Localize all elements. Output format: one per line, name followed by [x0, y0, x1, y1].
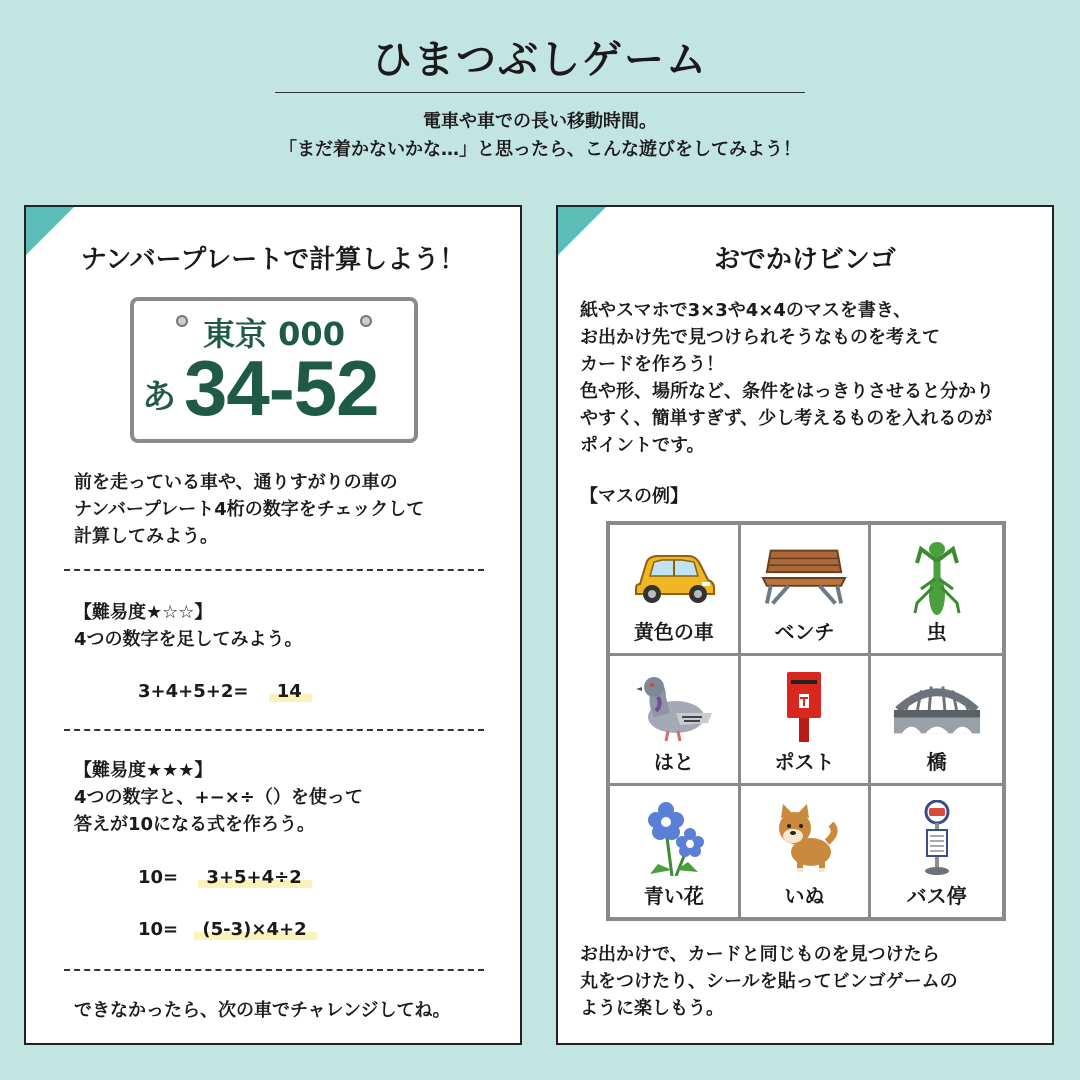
bingo-outro [580, 941, 958, 1022]
bingo-cell [741, 656, 872, 787]
page-title: ひまつぶしゲーム [372, 37, 708, 83]
outro-line: お出かけで、カードと同じものを見つけたら [580, 944, 940, 965]
cell-label: ベンチ [774, 619, 835, 644]
title-divider [275, 92, 805, 93]
card-title: おでかけビンゴ [714, 245, 896, 275]
intro-line: 計算してみよう。 [74, 526, 218, 547]
number-plate-card [24, 205, 522, 1045]
hard-example-2 [138, 919, 317, 940]
hard-instruction: 4つの数字と、+−×÷（）を使って [74, 787, 363, 808]
easy-section [74, 599, 303, 653]
card-title: ナンバープレートで計算しよう！ [80, 245, 466, 275]
hard-heading: 【難易度★★★】 [74, 760, 213, 781]
cell-label: 橋 [926, 750, 947, 775]
bingo-cell [741, 525, 872, 656]
formula-lhs: 10= [138, 867, 179, 888]
cell-label: 黄色の車 [633, 619, 714, 644]
formula-lhs: 10= [138, 919, 179, 940]
intro-line: やすく、簡単すぎず、少し考えるものを入れるのが [580, 408, 993, 429]
bingo-grid [606, 521, 1006, 921]
footer-text: できなかったら、次の車でチャレンジしてね。 [74, 1000, 451, 1021]
intro-line: ポイントです。 [580, 435, 705, 456]
bus-stop-icon [892, 802, 982, 874]
cell-label: バス停 [906, 884, 967, 908]
dashed-divider [64, 569, 484, 571]
cell-label: 虫 [926, 619, 947, 644]
bingo-cell [610, 525, 741, 656]
bingo-card [556, 205, 1054, 1045]
intro-line: 前を走っている車や、通りすがりの車の [74, 472, 398, 493]
intro-line: お出かけ先で見つけられそうなものを考えて [580, 327, 940, 348]
mailbox-icon [759, 672, 849, 744]
example-heading: 【マスの例】 [580, 486, 688, 507]
bingo-cell [871, 525, 1002, 656]
easy-heading: 【難易度★☆☆】 [74, 602, 213, 623]
intro-text [74, 469, 424, 550]
subtitle-line-1: 電車や車での長い移動時間。 [423, 111, 657, 132]
cell-label: 青い花 [643, 884, 704, 908]
bingo-cell [610, 656, 741, 787]
cell-label: ポスト [774, 750, 835, 775]
bench-icon [759, 541, 849, 613]
dog-icon [759, 802, 849, 874]
cell-label: はと [653, 750, 694, 775]
hard-section [74, 757, 363, 838]
bingo-cell [610, 786, 741, 917]
formula-answer: (5-3)×4+2 [194, 919, 316, 940]
bridge-icon [892, 672, 982, 744]
formula-answer: 14 [269, 681, 312, 702]
plate-kana: あ [142, 377, 176, 417]
formula-answer: 3+5+4÷2 [198, 867, 311, 888]
intro-line: 紙やスマホで3×3や4×4のマスを書き、 [580, 300, 912, 321]
dashed-divider [64, 969, 484, 971]
hard-instruction: 答えが10になる式を作ろう。 [74, 814, 316, 835]
hard-example-1 [138, 867, 312, 888]
bingo-cell [871, 786, 1002, 917]
license-plate [130, 297, 418, 443]
easy-formula [138, 681, 312, 702]
dashed-divider [64, 729, 484, 731]
intro-line: 色や形、場所など、条件をはっきりさせると分かり [580, 381, 994, 402]
intro-line: カードを作ろう！ [580, 354, 724, 375]
bingo-intro [580, 297, 994, 459]
outro-line: ように楽しもう。 [580, 998, 724, 1019]
cell-label: いぬ [784, 884, 825, 908]
outro-line: 丸をつけたり、シールを貼ってビンゴゲームの [580, 971, 958, 992]
plate-number: 34-52 [184, 344, 379, 432]
blue-flower-icon [629, 802, 719, 874]
plate-region: 東京 000 [203, 315, 345, 353]
formula-lhs: 3+4+5+2= [138, 681, 249, 702]
pigeon-icon [629, 672, 719, 744]
page-subtitle [0, 108, 1080, 164]
bingo-cell [871, 656, 1002, 787]
mantis-icon [892, 541, 982, 613]
yellow-car-icon [629, 541, 719, 613]
bingo-cell [741, 786, 872, 917]
subtitle-line-2: 「まだ着かないかな…」と思ったら、こんな遊びをしてみよう！ [279, 139, 801, 160]
intro-line: ナンバープレート4桁の数字をチェックして [74, 499, 425, 520]
easy-instruction: 4つの数字を足してみよう。 [74, 629, 303, 650]
